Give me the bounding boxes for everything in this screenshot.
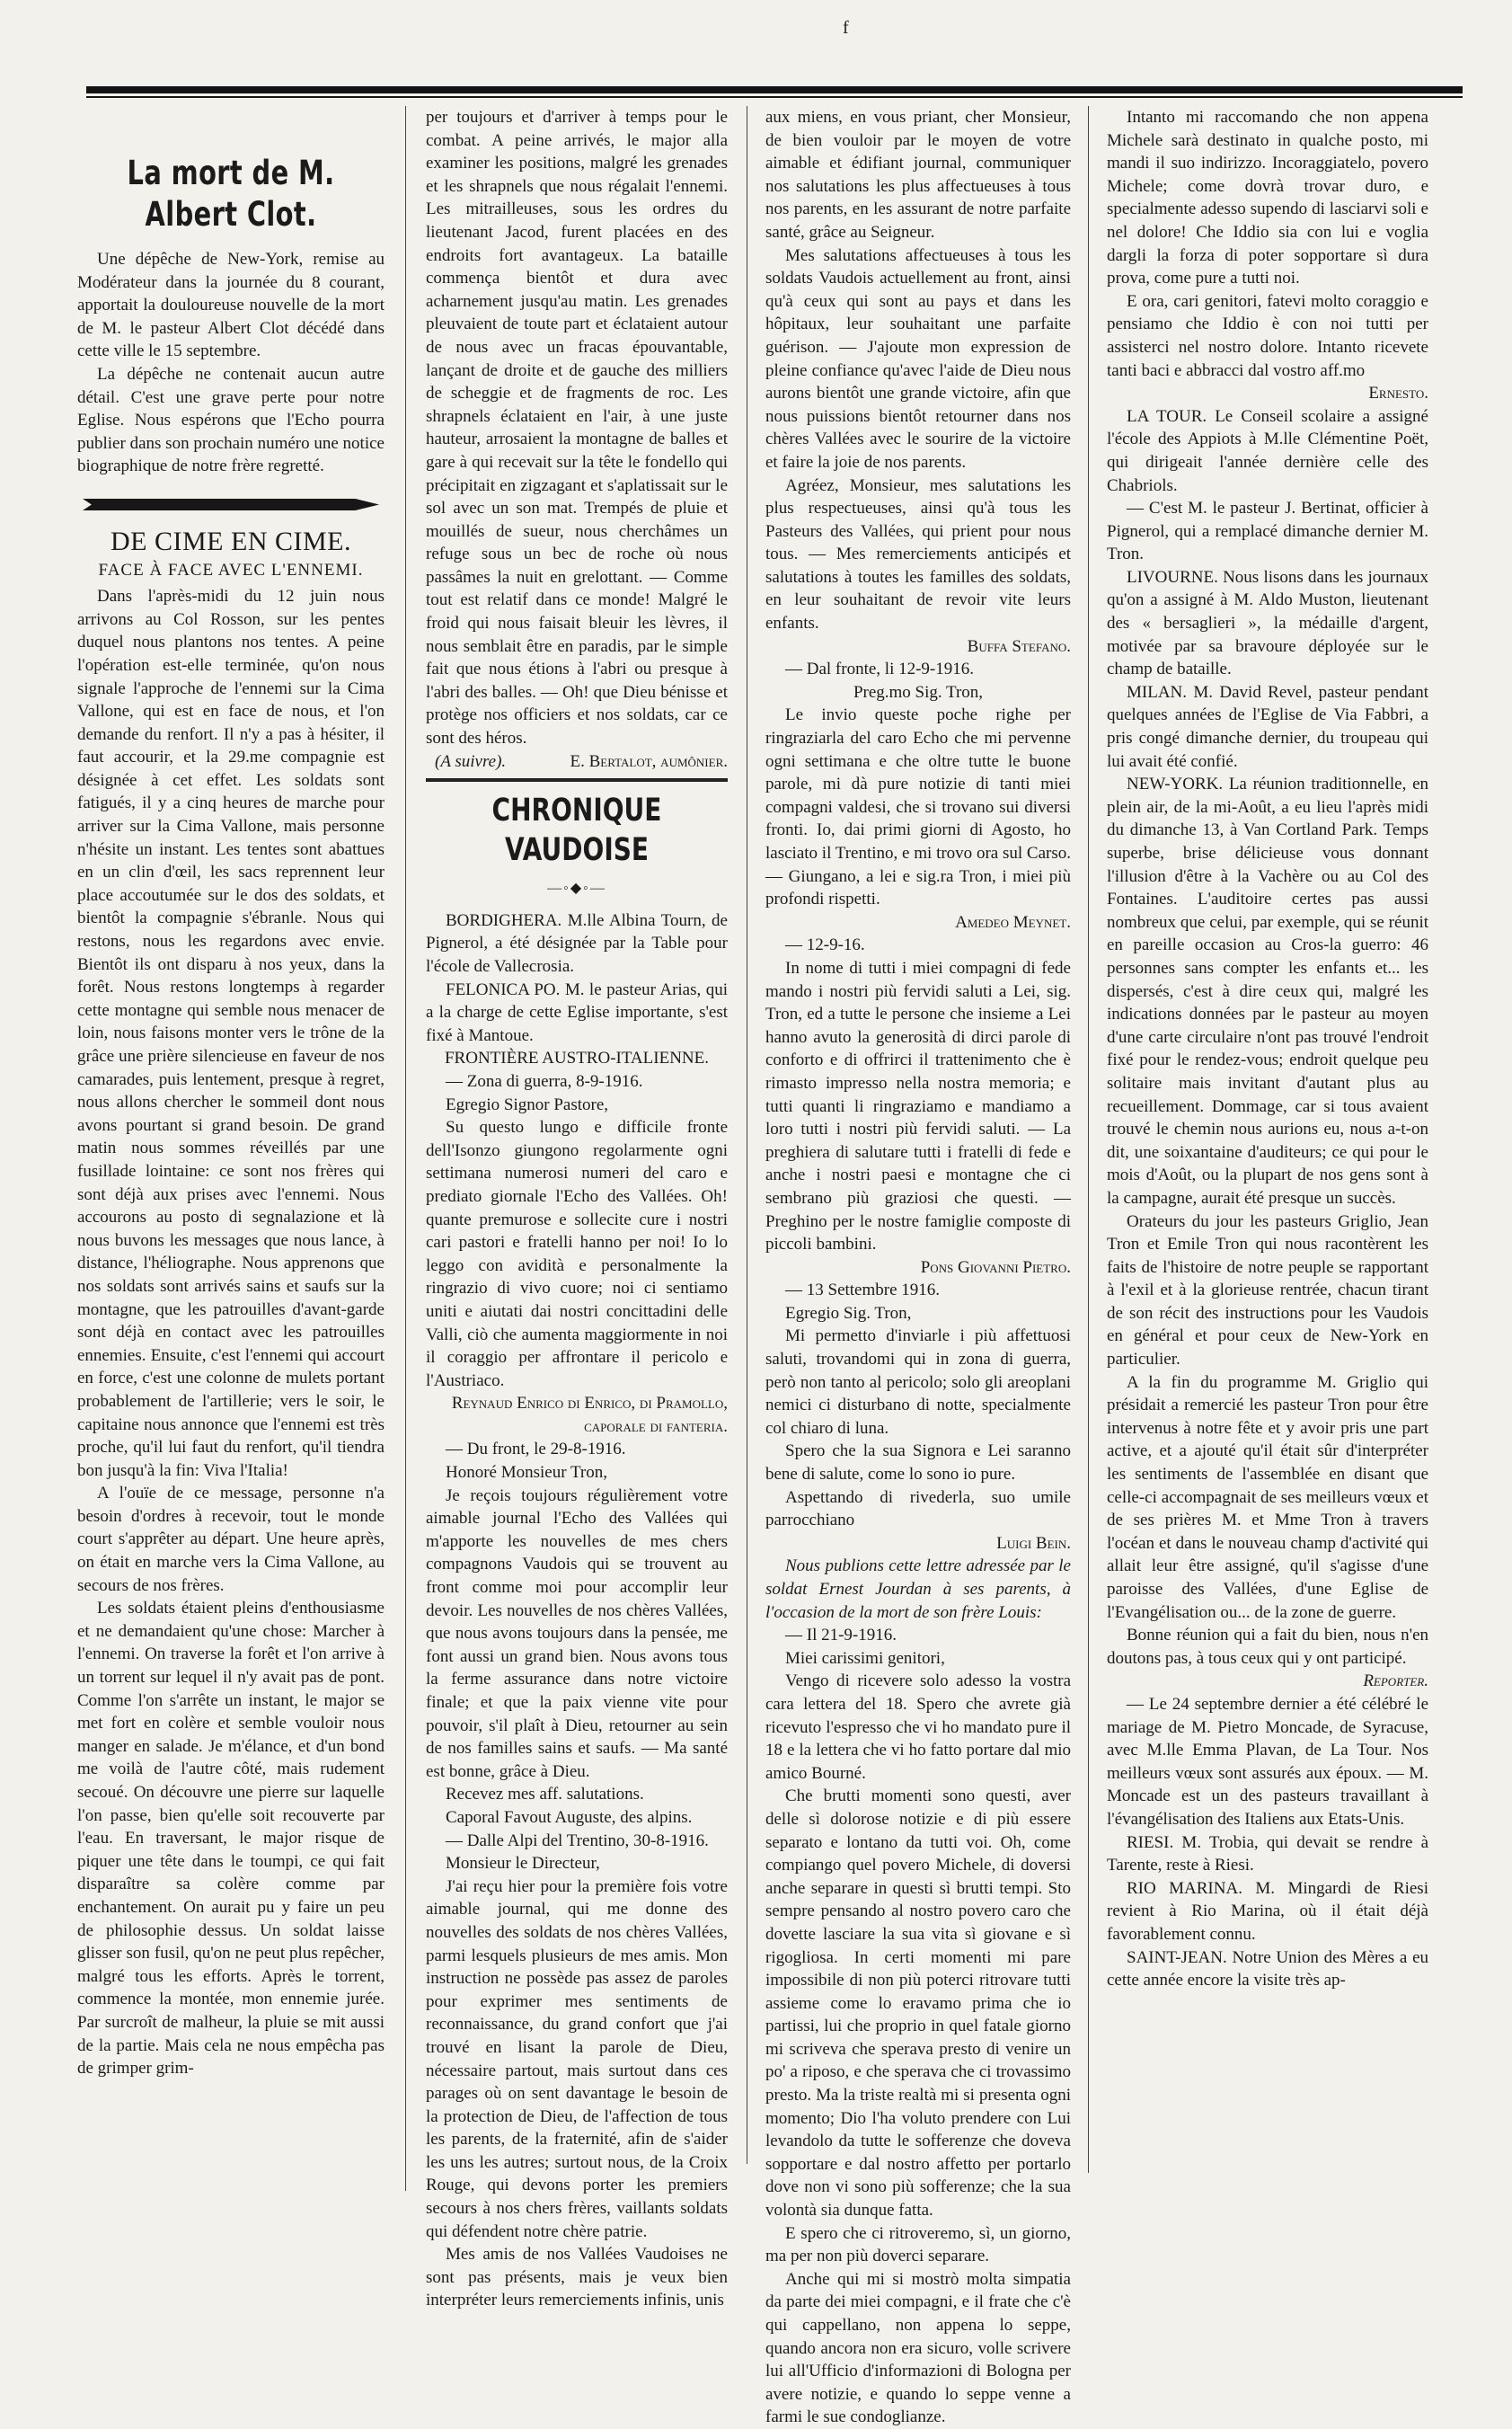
subsection-title: FRONTIÈRE AUSTRO-ITALIENNE.	[444, 1049, 709, 1068]
paragraph: A l'ouïe de ce message, personne n'a besoin d'ordres à recevoir, tout le monde court s'apprêter au départ. Une heure après, on était en marche vers la Cima Vallone, au secours de nos frères.	[77, 1484, 385, 1595]
chronicle-title: CHRONIQUE VAUDOISE	[491, 793, 662, 869]
signature: Buffa Stefano.	[967, 636, 1071, 656]
paragraph: — Le 24 septembre dernier a été célébré le mariage de M. Pietro Moncade, de Syracuse, avec M.lle Emma Plavan, de La Tour. Nos meilleurs vœux sont assurés aux époux. — M. Moncade est un des pasteurs travaillant à l'évangélisation des Italiens aux Etats-Unis.	[1107, 1694, 1428, 1829]
paragraph: LA TOUR. Le Conseil scolaire a assigné l'école des Appiots à M.lle Clémentine Poët, qui dirigeait l'année dernière celle des Chabriols.	[1107, 406, 1428, 495]
article-title-clot: La mort de M. Albert Clot.	[127, 154, 335, 234]
top-rule-thin	[86, 96, 1463, 98]
article-footer	[426, 750, 728, 774]
paragraph: — Dal fronte, li 12-9-1916.	[785, 660, 975, 679]
column-divider	[1088, 106, 1089, 2173]
paragraph: Je reçois toujours régulièrement votre aimable journal l'Echo des Vallées qui m'apporte les nouvelles de mes chers compagnons Vaudois qui se trouvent au front comme moi pour accomplir leur devoir. Les nouvelles de nos chères Vallées, que nous avons toujours dans la pensée, me font aussi un grand bien. Nous avons tous la ferme assurance dans notre victoire finale; et que la paix vienne vite pour pouvoir, s'il plaît à Dieu, retourner au sein de nos familles sains et saufs. — Ma santé est bonne, grâce à Dieu.	[426, 1485, 728, 1781]
paragraph: Miei carissimi genitori,	[785, 1648, 945, 1668]
signature: Amedeo Meynet.	[955, 912, 1071, 932]
paragraph: Nous publions cette lettre adressée par le soldat Ernest Jourdan à ses parents, à l'occasion de la mort de son frère Louis:	[765, 1556, 1071, 1622]
paragraph: Bonne réunion qui a fait du bien, nous n'en doutons pas, à tous ceux qui y ont participé.	[1107, 1626, 1428, 1668]
paragraph: NEW-YORK. La réunion traditionnelle, en plein air, de la mi-Août, a eu lieu l'après midi du dimanche 13, à Van Cortland Park. Temps superbe, brise délicieuse vous donnant l'illusion d'être à la Vachère ou au Col des Fontaines. L'auditoire certes pas aussi nombreux que celui, par exemple, qui se réunit en pareille occasion au Cros-la guerro: 46 personnes sans compter les enfants et... les dispersés, c'est à dire ceux qui, malgré les indications données par le pasteur au moyen d'une carte circulaire n'ont pas trouvé l'endroit fixé pour le rendez-vous; endroit quelque peu solitaire mais invitant d'autant plus au recueillement. Dommage, car si tous avaient trouvé le chemin nous aurions eu, nous a-t-on dit, une soixantaine d'auditeurs; ce qui pour le mois d'Août, ou la plupart de nos gens sont à la campagne, aurait été presque un succès.	[1107, 775, 1428, 1208]
signature: Luigi Bein.	[996, 1533, 1071, 1553]
paragraph: E spero che ci ritroveremo, sì, un giorno, ma per non più doverci separare.	[765, 2223, 1071, 2266]
column-3	[765, 106, 1071, 2429]
paragraph: Mes salutations affectueuses à tous les soldats Vaudois actuellement au front, ainsi qu'à ceux qui sont au pays et dans les hôpitaux, leur souhaitant une parfaite guérison. — J'ajoute mon expression de pleine confiance qu'avec l'aide de Dieu nous aurons bientôt une grande victoire, afin que nous puissions bientôt retourner dans nos chères Vallées avec le sourire de la victoire et faire la joie de nos parents.	[765, 245, 1071, 472]
section-subtitle: FACE À FACE AVEC L'ENNEMI.	[98, 560, 364, 580]
top-rule	[86, 86, 1463, 93]
paragraph: SAINT-JEAN. Notre Union des Mères a eu cette année encore la visite très ap-	[1107, 1947, 1428, 1990]
paragraph: Mes amis de nos Vallées Vaudoises ne sont pas présents, mais je veux bien interpréter leurs remerciements infinis, unis	[426, 2245, 728, 2310]
paragraph: Les soldats étaient pleins d'enthousiasme et ne demandaient qu'une chose: Marcher à l'ennemi. On traverse la forêt et l'on arrive à un torrent sur lequel il n'y avait pas de pont. Comme l'on s'arrête un instant, le major se met fort en colère et semble vouloir nous manger en salade. Je m'élance, et d'un bond me voilà de l'autre côté, mais rudement secoué. On découvre une pierre sur laquelle l'on passe, bien qu'elle soit recouverte par l'eau. En traversant, le major risque de piquer une tête dans le toumpi, ce qui fait disparaître sa colère comme par enchantement. On aurait pu y faire un peu de philosophie dessus. Un soldat laisse glisser son fusil, qu'on ne peut plus repêcher, malgré tous les efforts. Après le torrent, commence la montée, mon ennemie jurée. Par surcroît de malheur, la pluie se mit aussi de la partie. Mais cela ne nous empêcha pas de grimper grim-	[77, 1599, 385, 2079]
section-rule	[426, 778, 728, 782]
paragraph: Une dépêche de New-York, remise au Modérateur dans la journée du 8 courant, apportait la douloureuse nouvelle de la mort de M. le pasteur Albert Clot décédé dans cette ville le 15 septembre.	[77, 250, 385, 361]
signature: Ernesto.	[1368, 384, 1428, 403]
paragraph: — Dalle Alpi del Trentino, 30-8-1916.	[446, 1831, 709, 1850]
small-ornament: —◦◆◦—	[547, 881, 606, 897]
paragraph: per toujours et d'arriver à temps pour le combat. A peine arrivés, le major alla examiner les positions, malgré les grenades et les shrapnels que nous régalait l'ennemi. Les mitrailleuses, sous les ordres du lieutenant Jacod, furent placées en des endroits fort avantageux. La bataille commença bientôt et dura avec acharnement jusqu'au matin. Les grenades pleuvaient de toute part et éclataient autour de nous avec un fracas épouvantable, lançant de droite et de gauche des milliers de scheggie et de fragments de roc. Les shrapnels éclataient en l'air, à une juste hauteur, arrosaient la montagne de balles et gare à qui recevait sur la tête le fondello qui précipitait en zigzagant et s'aplatissait sur le sol avec un son mat. Trempés de pluie et mouillés de sueur, nous cherchâmes un refuge sous un bec de roche où nous passâmes la nuit en grelottant. — Comme tout est relatif dans ce monde! Malgré le froid qui nous faisait bleuir les lèvres, il nous semblait être en paradis, par le simple fait que nous étions à l'abri ou presque à l'abri des balles. — Oh! que Dieu bénisse et protège nos officiers et nos soldats, car ce sont des héros.	[426, 108, 728, 749]
paragraph: — Il 21-9-1916.	[785, 1626, 897, 1645]
paragraph: Orateurs du jour les pasteurs Griglio, Jean Tron et Emile Tron qui nous racontèrent les faits de l'histoire de notre peuple se rapportant à l'exil et à la glorieuse rentrée, chacun tirant de son récit des instructions pour les Vaudois en général et pour ceux de New-York en particulier.	[1107, 1211, 1428, 1370]
column-4	[1107, 106, 1428, 1992]
paragraph: LIVOURNE. Nous lisons dans les journaux qu'on a assigné à M. Aldo Muston, lieutenant des « bersaglieri », la médaille d'argent, motivée par sa bravoure déployée sur le champ de bataille.	[1107, 567, 1428, 679]
column-divider	[405, 106, 406, 2191]
author-signature: E. Bertalot, aumônier.	[570, 751, 728, 771]
paragraph: — Zona di guerra, 8-9-1916.	[446, 1071, 643, 1091]
paragraph: Honoré Monsieur Tron,	[446, 1463, 607, 1483]
paragraph: Egregio Signor Pastore,	[446, 1095, 609, 1114]
paragraph: Su questo lungo e difficile fronte dell'Isonzo giungono regolarmente ogni settimana numerosi numeri del caro e prediato giornale l'Echo des Vallées. Oh! quante premurose e sollecite cure i nostri cari pastori e fratelli hanno per noi! Io lo leggo con avidità e personalmente la ringrazio di vivo cuore; noi ci sentiamo uniti e aiutati dai nostri concittadini delle Valli, ciò che aumenta maggiormente in noi il coraggio per affrontare il pericolo e l'Austriaco.	[426, 1118, 728, 1390]
column-1	[77, 111, 385, 2080]
section-title-cime: DE CIME EN CIME.	[111, 526, 351, 556]
paragraph: Le invio queste poche righe per ringraziarla del caro Echo che mi pervenne ogni settimana e che oltre tutte le buone parole, mi dà pure notizie di tanti miei compagni valdesi, che si trovano sui diversi fronti. Io, dai primi giorni di Agosto, ho lasciato il Trentino, e mi trovo ora sul Carso. — Giungano, a lei e sig.ra Tron, i miei più profondi rispetti.	[765, 705, 1071, 909]
paragraph: Intanto mi raccomando che non appena Michele sarà destinato in qualche posto, mi mandi il suo indirizzo. Incoraggiatelo, povero Michele; come dovrà trovar duro, e specialmente adesso supendo di lasciarvi soli e nel dolore! Che Iddio sia con lui e voglia dargli la forza di poter sopportare sì dura prova, come pure a tutti noi.	[1107, 108, 1428, 288]
paragraph: Agréez, Monsieur, mes salutations les plus respectueuses, ainsi qu'à tous les Pasteurs des Vallées, qui prient pour nous tous. — Mes remerciements anticipés et salutations à toutes les familles des soldats, en leur souhaitant de revoir vite leurs enfants.	[765, 475, 1071, 634]
paragraph: — 13 Settembre 1916.	[785, 1281, 941, 1300]
to-be-continued: (A suivre).	[435, 751, 507, 771]
paragraph: La dépêche ne contenait aucun autre détail. C'est une grave perte pour notre Eglise. Nous espérons que l'Echo pourra publier dans son prochain numéro une notice biographique de notre frère regretté.	[77, 364, 385, 476]
paragraph: — 12-9-16.	[785, 935, 865, 955]
page-mark: f	[843, 18, 849, 38]
paragraph: — C'est M. le pasteur J. Bertinat, officier à Pignerol, qui a remplacé dimanche dernier M. Tron.	[1107, 499, 1428, 564]
paragraph: Mi permetto d'inviarle i più affettuosi saluti, trovandomi qui in zona di guerra, però non tanto al pericolo; solo gli areoplani nemici ci disturbano di notte, specialmente col chiaro di luna.	[765, 1326, 1071, 1438]
salutation: Preg.mo Sig. Tron,	[853, 682, 984, 702]
paragraph: BORDIGHERA. M.lle Albina Tourn, de Pignerol, a été désignée par la Table pour l'école de Vallecrosia.	[426, 910, 728, 976]
signature: Reynaud Enrico di Enrico, di Pramollo, caporale di fanteria.	[451, 1394, 728, 1436]
paragraph: Che brutti momenti sono questi, aver delle sì dolorose notizie e di più essere separato e lontano da tutti voi. Oh, come compiango quel povero Michele, di doversi anche separare in questi sì brutti tempi. Sto sempre pensando al nostro povero caro che dovette lasciare la sua vita sì giovane e sì rigogliosa. In certi momenti mi pare impossibile di non più poterci ritrovare tutti assieme come lo eravamo prima che io partissi, lui che proprio in quel fatale giorno mi scriveva che sperava presto di venire un po' a riposo, e che sperava che ci trovassimo presto. Ma la triste realtà mi si presenta ogni momento; Dio l'ha voluto prendere con Lui levandolo da tutte le sofferenze che doveva sopportare e dal nostro affetto per portarlo dove non vi sono più sofferenze; che la sua volontà sia dunque fatta.	[765, 1786, 1071, 2221]
paragraph: aux miens, en vous priant, cher Monsieur, de bien vouloir par le moyen de votre aimable et édifiant journal, communiquer nos salutations les plus affectueuses à tous nos parents, en les assurant de notre parfaite santé, grâce au Seigneur.	[765, 108, 1071, 242]
paragraph: J'ai reçu hier pour la première fois votre aimable journal, qui me donne des nouvelles des soldats de nos chères Vallées, parmi lesquels plusieurs de mes amis. Mon instruction ne possède pas assez de paroles pour exprimer mes sentiments de reconnaissance, du grand confort que j'ai trouvé en lisant la parole de Dieu, nécessaire partout, mais surtout dans ces parages où on sent davantage le besoin de la protection de Dieu, de l'affection de tous les parents, de la fraternité, afin de s'aider les uns les autres; surtout nous, de la Croix Rouge, qui devons porter les premiers secours à nos chers frères, vaillants soldats qui défendent notre chère patrie.	[426, 1876, 728, 2241]
paragraph: Caporal Favout Auguste, des alpins.	[446, 1807, 693, 1827]
paragraph: FELONICA PO. M. le pasteur Arias, qui a la charge de cette Eglise importante, s'est fixé à Mantoue.	[426, 980, 728, 1045]
paragraph: RIESI. M. Trobia, qui devait se rendre à Tarente, reste à Riesi.	[1107, 1832, 1428, 1875]
signature: Reporter.	[1363, 1671, 1428, 1691]
signature: Pons Giovanni Pietro.	[920, 1257, 1071, 1277]
paragraph: E ora, cari genitori, fatevi molto coraggio e pensiamo che Iddio è con noi tutti per assisterci nel nostro dolore. Intanto ricevete tanti baci e abbracci dal vostro aff.mo	[1107, 291, 1428, 380]
paragraph: Anche qui mi si mostrò molta simpatia da parte dei miei compagni, e il frate che c'è qui cappellano, non appena lo seppe, quando ancora non era sicuro, volle scrivere lui all'Ufficio d'informazioni di Bologna per avere notizie, e quando lo seppe venne a farmi le sue condoglianze.	[765, 2269, 1071, 2427]
paragraph: Monsieur le Directeur,	[446, 1854, 600, 1874]
paragraph: Egregio Sig. Tron,	[785, 1303, 912, 1323]
paragraph: Vengo di ricevere solo adesso la vostra cara lettera del 18. Spero che avrete già ricevuto l'espresso che vi ho mandato pure il 18 e la lettera che vi ho fatto portare dal mio amico Bourné.	[765, 1671, 1071, 1783]
paragraph: A la fin du programme M. Griglio qui présidait a remercié les pasteur Tron pour être intervenus à notre fête et y avoir pris une part active, et a ajouté qu'il était sûr d'interpréter les sentiments de l'assemblée en disant que celle-ci accompagnait de ses meilleurs vœux et de ses prières M. et Mme Tron à travers l'océan et dans le nouveau champ d'activité qui allait leur être assigné, qu'il s'agisse d'une paroisse des Vallées, d'une Eglise de l'Evangélisation ou... de la zone de guerre.	[1107, 1372, 1428, 1622]
ornament-divider	[77, 491, 385, 518]
paragraph: Spero che la sua Signora e Lei saranno bene di salute, come lo sono io pure.	[765, 1441, 1071, 1485]
paragraph: RIO MARINA. M. Mingardi de Riesi revient à Rio Marina, où il était déjà favorablement connu.	[1107, 1878, 1428, 1944]
paragraph: Aspettando di rivederla, suo umile parrocchiano	[765, 1487, 1071, 1530]
paragraph: Recevez mes aff. salutations.	[446, 1785, 644, 1804]
paragraph: — Du front, le 29-8-1916.	[446, 1440, 626, 1459]
paragraph: Dans l'après-midi du 12 juin nous arrivons au Col Rosson, sur les pentes duquel nous plantons nos tentes. A peine l'opération est-elle terminée, qu'on nous signale l'approche de l'ennemi sur la Cima Vallone, qui est en face de nous, et l'on demande du renfort. Il n'y a pas à hésiter, il faut accourir, et la 29.me compagnie est désignée à cet effet. Les soldats sont fatigués, il y a cinq heures de marche pour arriver sur la Cima Vallone, mais personne n'hésite un instant. Les tentes sont abattues en un clin d'œil, les sacs reprennent leur place accoutumée sur le dos des soldats, et bientôt la compagnie s'ébranle. Nous qui restons, nous les regardons avec envie. Bientôt ils ont disparu à nos yeux, dans la forêt. Nous restons longtemps à regarder cette montagne qui semble nous menacer de loin, nous faisons monter vers le trône de la grâce une prière silencieuse en faveur de nos camarades, puis lentement, presque à regret, nous allons chercher le sommeil dont nous avons pourtant si grand besoin. De grand matin nous sommes réveillés par une fusillade lointaine: ce sont nos frères qui sont déjà aux prises avec l'ennemi. Nous accourons au posto di segnalazione et là nous buvons les messages que nous lance, à distance, l'héliographe. Nous apprenons que nos soldats sont arrivés sains et saufs sur la montagne, que les patrouilles d'avant-garde sont déjà en contact avec les patrouilles ennemies. Ensuite, c'est l'ennemi qui accourt en force, c'est une colonne de mulets portant probablement de l'artillerie; vers le soir, le capitaine nous annonce que l'ennemi est très proche, qu'il lui faut du renfort, qu'il tiendra bon jusqu'à la fin: Viva l'Italia!	[77, 587, 385, 1480]
paragraph: MILAN. M. David Revel, pasteur pendant quelques années de l'Eglise de Via Fabbri, a pris congé dimanche dernier, du troupeau qui lui avait été confié.	[1107, 682, 1428, 771]
column-2	[426, 106, 728, 2312]
paragraph: In nome di tutti i miei compagni di fede mando i nostri più fervidi saluti a Lei, sig. Tron, ed a tutte le persone che insieme a Lei hanno avuto la generosità di dirci parole di conforto e di offrirci il trattenimento che è rimasto impresso nella nostra memoria; e tutti quanti li ringraziamo e mandiamo a loro tutti i nostri più fervidi saluti. — La preghiera di salutare tutti i fratelli di fede e anche i nostri paesi e montagne che ci sembrano più graziosi che questi. — Preghino per le nostre famiglie composte di piccoli bambini.	[765, 958, 1071, 1254]
